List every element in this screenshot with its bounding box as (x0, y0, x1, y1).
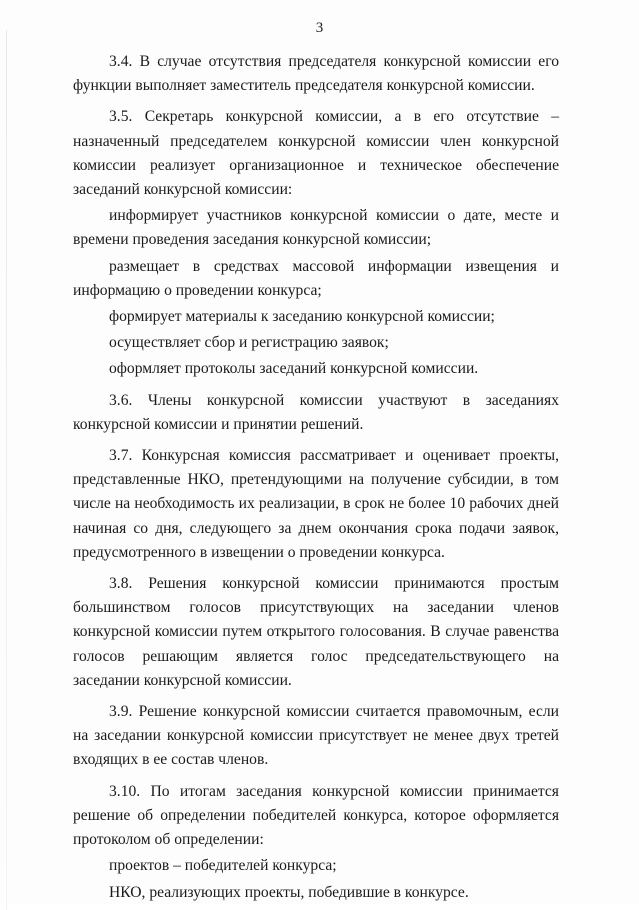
paragraph-3-6: 3.6. Члены конкурсной комиссии участвуют в заседаниях конкурсной комиссии и принятии решений. (73, 391, 559, 433)
list-item: формирует материалы к заседанию конкурсной комиссии; (109, 308, 495, 326)
list-item: оформляет протоколы заседаний конкурсной комиссии. (109, 360, 479, 378)
page-number: 3 (315, 20, 324, 36)
list-item: НКО, реализующих проекты, победившие в конкурсе. (109, 883, 469, 901)
list-item: размещает в средствах массовой информации извещения и информацию о проведении конкурса; (73, 257, 559, 299)
paragraph-3-9: 3.9. Решение конкурсной комиссии считается правомочным, если на заседании конкурсной комиссии присутствует не менее двух третей входящих в ее состав членов. (73, 703, 559, 769)
paragraph-3-10: 3.10. По итогам заседания конкурсной комиссии принимается решение об определении победителей конкурса, которое оформляется протоколом об определении: (73, 782, 559, 849)
paragraph-3-4: 3.4. В случае отсутствия председателя конкурсной комиссии его функции выполняет заместитель председателя конкурсной комиссии. (73, 53, 559, 95)
paragraph-3-5: 3.5. Секретарь конкурсной комиссии, а в его отсутствие – назначенный председателем конкурсной комиссии член конкурсной комиссии реализует организационное и техническое обеспечение заседаний конкурсной комиссии: (73, 108, 559, 199)
scan-edge-shadow (6, 30, 7, 910)
list-item: проектов – победителей конкурса; (109, 857, 337, 875)
list-item: информирует участников конкурсной комиссии о дате, месте и времени проведения заседания конкурсной комиссии; (73, 207, 559, 249)
paragraph-3-8: 3.8. Решения конкурсной комиссии принимаются простым большинством голосов присутствующих на заседании членов конкурсной комиссии путем открытого голосования. В случае равенства голосов решающим является голос председательствующего на заседании конкурсной комиссии. (73, 575, 559, 689)
paragraph-3-7: 3.7. Конкурсная комиссия рассматривает и оценивает проекты, представленные НКО, претендующими на получение субсидии, в том числе на необходимость их реализации, в срок не более 10 рабочих дней начиная со дня, следующего за днем окончания срока подачи заявок, предусмотренного в извещении о проведении конкурса. (73, 447, 559, 561)
document-body (73, 50, 559, 907)
list-item: осуществляет сбор и регистрацию заявок; (109, 334, 389, 352)
